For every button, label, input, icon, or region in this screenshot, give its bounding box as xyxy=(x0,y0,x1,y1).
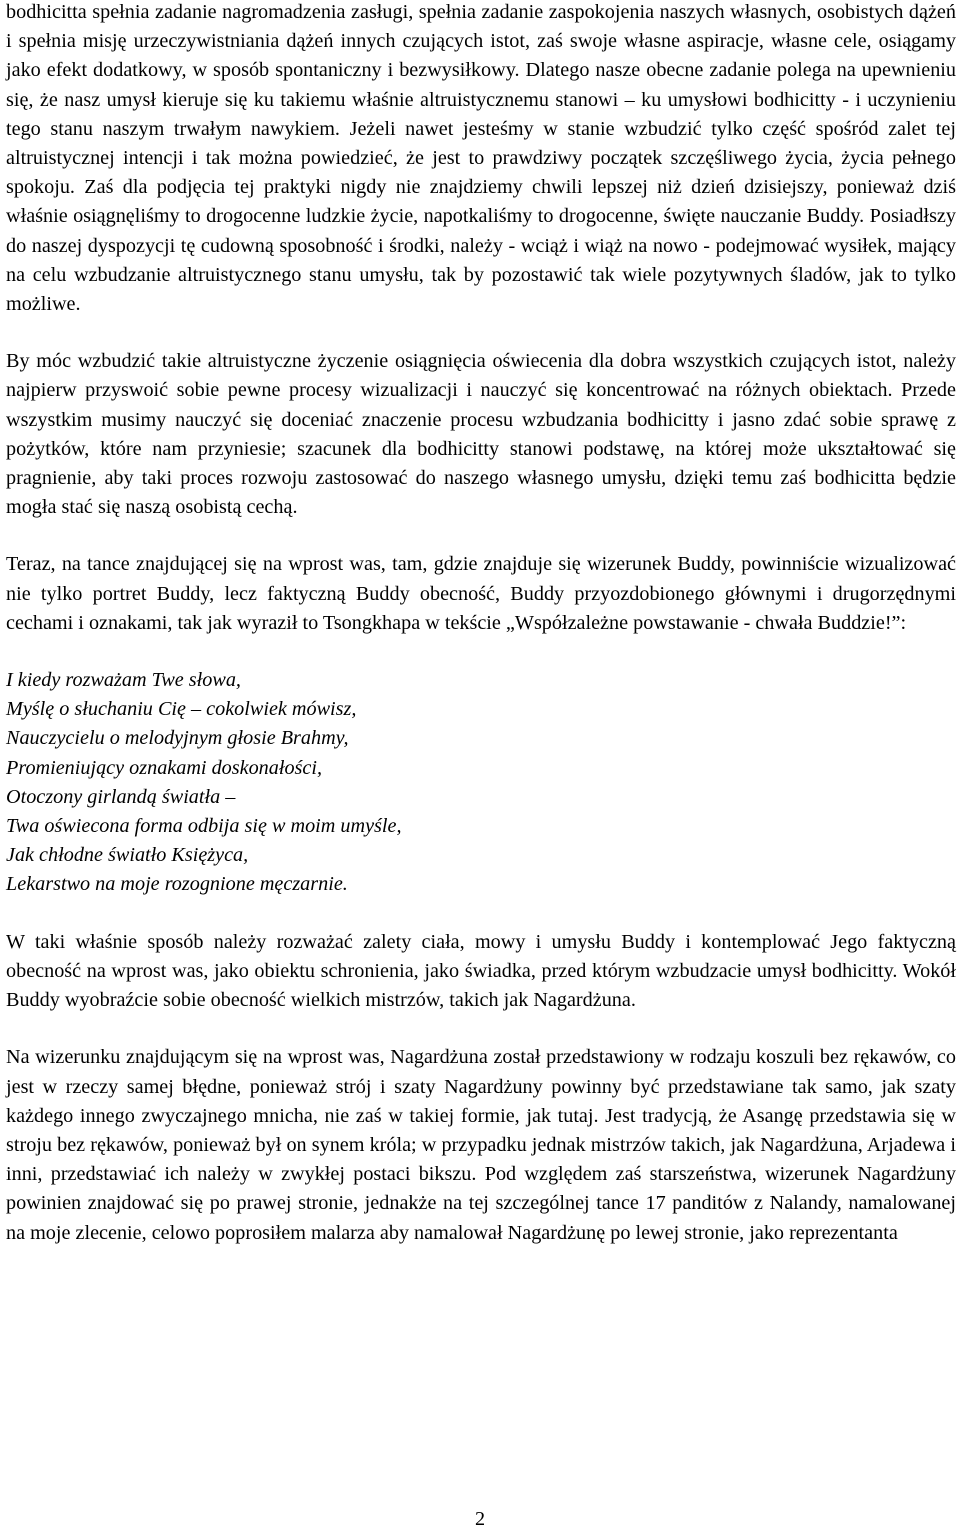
paragraph-spacer xyxy=(6,638,956,666)
paragraph-visualization: By móc wzbudzić takie altruistyczne życzenie osiągnięcia oświecenia dla dobra wszystkich czujących istot, należy najpierw przyswoić sobie pewne procesy wizualizacji i nauczyć się koncentrować na różnych obiektach. Przede wszystkim musimy nauczyć się doceniać znaczenie procesu wzbudzania bodhicitty i jasno zdać sobie sprawę z pożytków, które nam przyniesie; szacunek dla bodhicitty stanowi podstawę, na której może ukształtować się pragnienie, aby taki proces rozwoju zastosować do naszego własnego umysłu, dzięki temu zaś bodhicitta będzie mogła stać się naszą osobistą cechą. xyxy=(6,350,956,519)
paragraph-spacer xyxy=(6,900,956,928)
paragraph-bodhicitta-benefits: bodhicitta spełnia zadanie nagromadzenia zasługi, spełnia zadanie zaspokojenia naszych własnych, osobistych dążeń i spełnia misję urzeczywistniania dążeń innych czujących istot, zaś swoje własne aspiracje, własne cele, osiągamy jako efekt dodatkowy, w sposób spontaniczny i bezwysiłkowy. Dlatego nasze obecne zadanie polega na upewnieniu się, że nasz umysł kieruje się ku takiemu właśnie altruistycznemu stanowi – ku umysłowi bodhicitty - i uczynieniu tego stanu naszym trwałym nawykiem. Jeżeli nawet jesteśmy w stanie wzbudzić tylko część spośród zalet tej altruistycznej intencji i tak można powiedzieć, że jest to prawdziwy początek szczęśliwego życia, życia pełnego spokoju. Zaś dla podjęcia tej praktyki nigdy nie znajdziemy chwili lepszej niż dzień dzisiejszy, ponieważ dziś właśnie osiągnęliśmy to drogocenne ludzkie życie, napotkaliśmy to drogocenne, święte nauczanie Buddy. Posiadłszy do naszej dyspozycji tę cudowną sposobność i środki, należy - wciąż i wiąż na nowo - podejmować wysiłek, mający na celu wzbudzanie altruistycznego stanu umysłu, tak by pozostawić tak wiele pozytywnych śladów, jak to tylko możliwe. xyxy=(6,1,956,316)
poem-line: Lekarstwo na moje rozognione męczarnie. xyxy=(6,873,348,896)
paragraph-tanka-buddha: Teraz, na tance znajdującej się na wprost was, tam, gdzie znajduje się wizerunek Buddy, powinniście wizualizować nie tylko portret Buddy, lecz faktyczną Buddy obecność, Buddy przyozdobionego głównymi i drugorzędnymi cechami i oznakami, tak jak wyraził to Tsongkhapa w tekście „Współzależne powstawanie - chwała Buddzie!”: xyxy=(6,553,956,634)
poem-line: Jak chłodne światło Księżyca, xyxy=(6,844,249,867)
document-page xyxy=(6,0,956,1248)
poem-line: Promieniujący oznakami doskonałości, xyxy=(6,756,323,779)
poem-line: Myślę o słuchaniu Cię – cokolwiek mówisz, xyxy=(6,698,357,721)
paragraph-contemplation: W taki właśnie sposób należy rozważać zalety ciała, mowy i umysłu Buddy i kontemplować Jego faktyczną obecność na wprost was, jako obiektu schronienia, jako świadka, przed którym wzbudzacie umysł bodhicitty. Wokół Buddy wyobraźcie sobie obecność wielkich mistrzów, takich jak Nagardżuna. xyxy=(6,930,956,1012)
paragraph-nagarjuna: Na wizerunku znajdującym się na wprost was, Nagardżuna został przedstawiony w rodzaju koszuli bez rękawów, co jest w rzeczy samej błędne, ponieważ strój i szaty Nagardżuny powinny być przedstawiane tak samo, jak szaty każdego innego zwyczajnego mnicha, nie zaś w takiej formie, jak tutaj. Jest tradycją, że Asangę przedstawia się w stroju bez rękawów, ponieważ był on synem króla; w przypadku jednak mistrzów takich, jak Nagardżuna, Arjadewa i inni, przedstawiać ich należy w zwykłej postaci bikszu. Pod względem zaś starszeństwa, wizerunek Nagardżuny powinien znajdować się po prawej stronie, jednakże na tej szczególnej tance 17 panditów z Nalandy, namalowanej na moje zlecenie, celowo poprosiłem malarza aby namalował Nagardżunę po lewej stronie, jako reprezentanta xyxy=(6,1046,956,1244)
page-number: 2 xyxy=(474,1508,486,1530)
poem-line: Twa oświecona forma odbija się w moim umyśle, xyxy=(6,815,402,838)
poem-line: Nauczycielu o melodyjnym głosie Brahmy, xyxy=(6,727,349,750)
poem-quote xyxy=(6,666,956,900)
paragraph-spacer xyxy=(6,1015,956,1043)
poem-line: I kiedy rozważam Twe słowa, xyxy=(6,669,241,692)
paragraph-spacer xyxy=(6,319,956,347)
poem-line: Otoczony girlandą światła – xyxy=(6,785,236,808)
paragraph-spacer xyxy=(6,522,956,550)
